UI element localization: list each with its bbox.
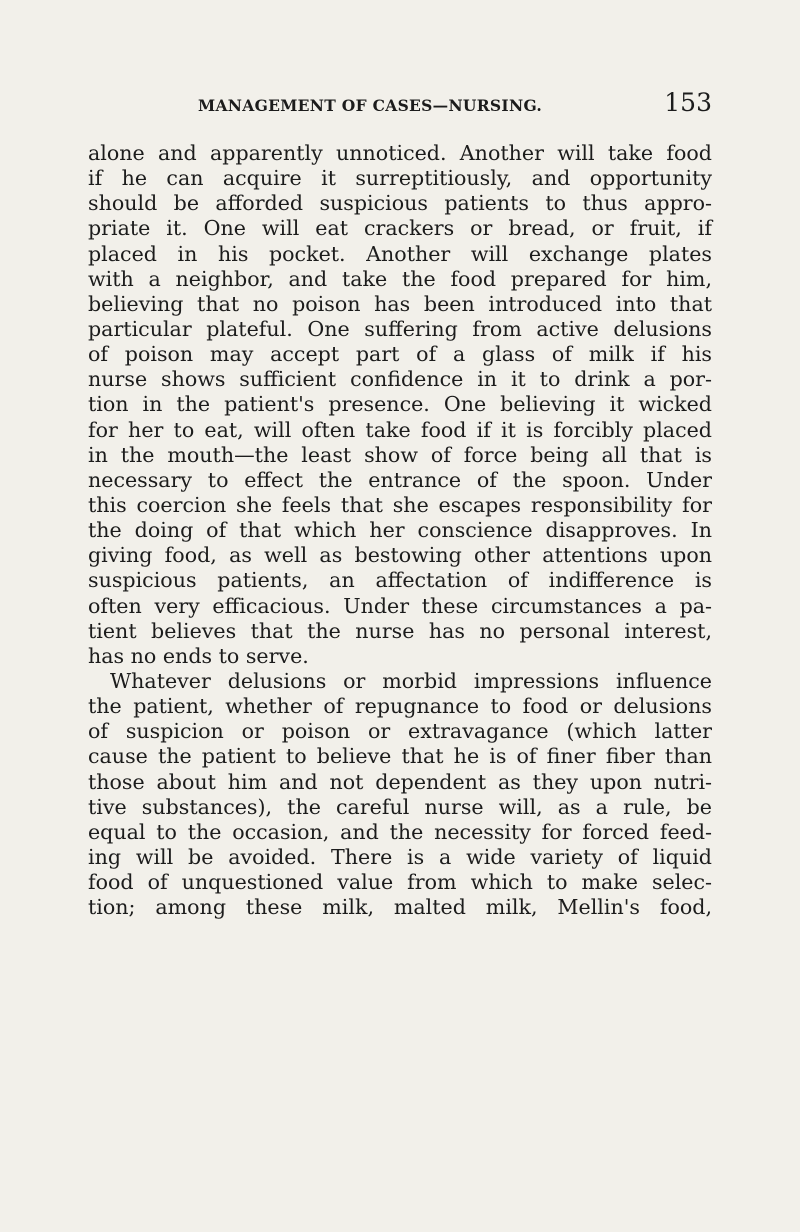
text-line: in the mouth—the least show of force being all that is — [88, 442, 712, 467]
text-line: priate it. One will eat crackers or bread, or fruit, if — [88, 216, 712, 241]
text-line: equal to the occasion, and the necessity for forced feed- — [88, 819, 712, 844]
text-line: food of unquestioned value from which to make selec- — [88, 870, 712, 895]
text-line: cause the patient to believe that he is of finer fiber than — [88, 744, 712, 769]
text-line: those about him and not dependent as they upon nutri- — [88, 769, 712, 794]
text-line: alone and apparently unnoticed. Another will take food — [88, 141, 712, 165]
text-line: giving food, as well as bestowing other attentions upon — [88, 543, 712, 568]
paragraph-end-line: has no ends to serve. — [88, 643, 309, 668]
text-line: suspicious patients, an affectation of indifference is — [88, 568, 712, 593]
text-line: tion; among these milk, malted milk, Mellin's food, — [88, 895, 712, 920]
text-line: ing will be avoided. There is a wide variety of liquid — [88, 844, 712, 869]
text-line: particular plateful. One suffering from active delusions — [88, 316, 712, 341]
text-line: with a neighbor, and take the food prepared for him, — [88, 266, 712, 291]
text-line: should be afforded suspicious patients to thus appro- — [88, 191, 712, 216]
page-number: 153 — [664, 88, 712, 117]
paragraph-start-line: Whatever delusions or morbid impressions influence — [110, 668, 712, 693]
text-line: tient believes that the nurse has no personal interest, — [88, 618, 712, 643]
text-line: often very efficacious. Under these circumstances a pa- — [88, 593, 712, 618]
text-line: the patient, whether of repugnance to food or delusions — [88, 694, 712, 719]
text-line: for her to eat, will often take food if it is forcibly placed — [88, 417, 712, 442]
text-line: tive substances), the careful nurse will, as a rule, be — [88, 794, 712, 819]
running-title: MANAGEMENT OF CASES—NURSING. — [198, 96, 543, 115]
text-line: nurse shows sufficient confidence in it to drink a por- — [88, 367, 712, 392]
text-line: the doing of that which her conscience disapproves. In — [88, 518, 712, 543]
text-line: necessary to effect the entrance of the spoon. Under — [88, 467, 712, 492]
text-line: placed in his pocket. Another will exchange plates — [88, 241, 712, 266]
text-line: if he can acquire it surreptitiously, and opportunity — [88, 166, 712, 191]
text-line: believing that no poison has been introduced into that — [88, 291, 712, 316]
body-text — [88, 141, 712, 920]
text-line: tion in the patient's presence. One believing it wicked — [88, 392, 712, 417]
text-line: of poison may accept part of a glass of milk if his — [88, 342, 712, 367]
running-head — [198, 88, 712, 118]
text-line: of suspicion or poison or extravagance (which latter — [88, 719, 712, 744]
text-line: this coercion she feels that she escapes responsibility for — [88, 492, 712, 517]
